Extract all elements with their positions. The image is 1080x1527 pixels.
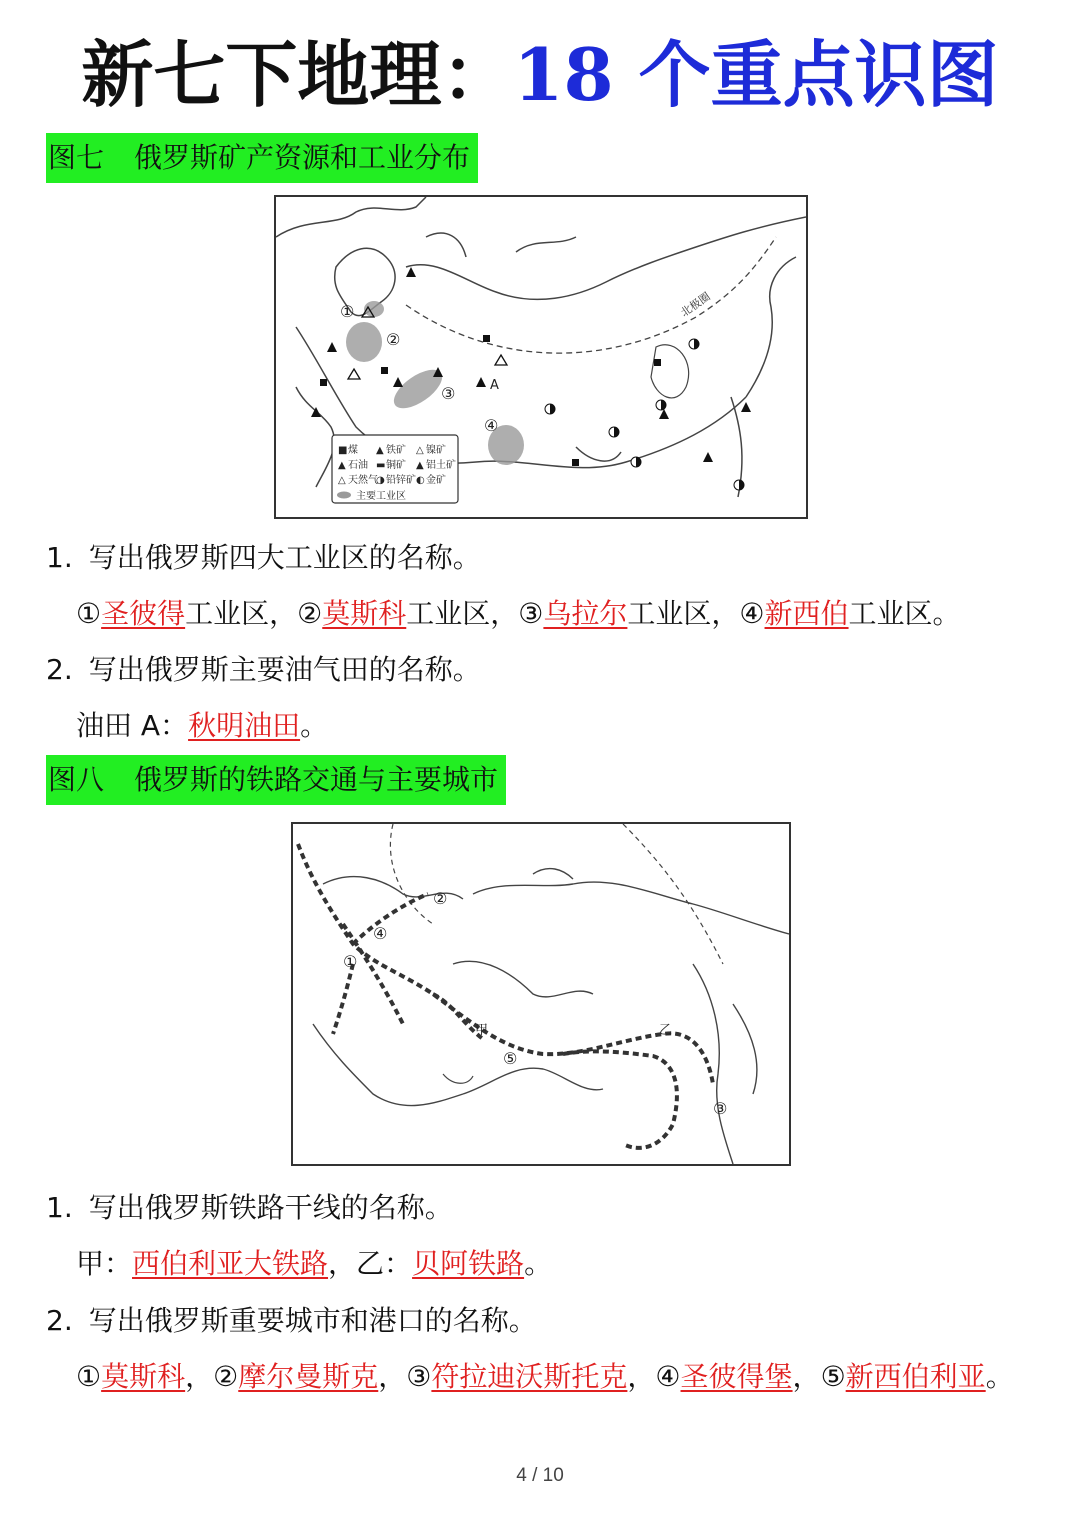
answer-prefix: 乙： bbox=[356, 1247, 413, 1280]
fig7-q1-text: 写出俄罗斯四大工业区的名称。 bbox=[88, 541, 481, 574]
answer-text: 摩尔曼斯克 bbox=[238, 1360, 379, 1393]
legend-iron: 铁矿 bbox=[386, 445, 406, 456]
fig8-heading bbox=[46, 755, 506, 805]
fig8-marker-5: ⑤ bbox=[503, 1049, 518, 1068]
answer-suffix: 。 bbox=[300, 709, 329, 742]
fig8-q2-text: 写出俄罗斯重要城市和港口的名称。 bbox=[88, 1304, 537, 1337]
answer-text: 秋明油田 bbox=[188, 709, 301, 742]
answer-suffix: 。 bbox=[524, 1247, 553, 1280]
legend-coal: 煤 bbox=[348, 445, 358, 456]
answer-suffix: ， bbox=[328, 1247, 357, 1280]
legend-bauxite: 铝土矿 bbox=[426, 460, 456, 471]
title-part-2: 18 个重点识图 bbox=[513, 32, 999, 117]
answer-mark: ① bbox=[76, 597, 102, 630]
answer-mark: ① bbox=[76, 1360, 102, 1393]
answer-suffix: ， bbox=[185, 1360, 214, 1393]
fig8-q1-text: 写出俄罗斯铁路干线的名称。 bbox=[88, 1191, 453, 1224]
answer-prefix: 甲： bbox=[76, 1247, 133, 1280]
legend-leadzinc: 铅锌矿 bbox=[386, 475, 416, 486]
legend-oil-symbol: ▲ bbox=[338, 460, 346, 471]
fig8-q2-number: 2. bbox=[46, 1304, 73, 1337]
fig7-heading bbox=[46, 133, 478, 183]
fig7-label: 图七 bbox=[48, 141, 105, 174]
answer-text: 莫斯科 bbox=[322, 597, 407, 630]
answer-mark: ③ bbox=[406, 1360, 432, 1393]
fig8-marker-2: ② bbox=[433, 889, 448, 908]
answer-mark: ④ bbox=[739, 597, 765, 630]
answer-suffix: ， bbox=[378, 1360, 407, 1393]
fig7-marker-1: ① bbox=[340, 302, 355, 321]
fig8-answer-1 bbox=[76, 1242, 552, 1286]
answer-mark: ③ bbox=[518, 597, 544, 630]
fig7-answer-1 bbox=[76, 592, 961, 636]
legend-copper-symbol: ▬ bbox=[376, 460, 386, 471]
fig8-q1-number: 1. bbox=[46, 1191, 73, 1224]
answer-suffix: ， bbox=[627, 1360, 656, 1393]
fig7-q2-number: 2. bbox=[46, 653, 73, 686]
legend-nickel-symbol: △ bbox=[416, 445, 424, 456]
legend-gold-symbol: ◐ bbox=[416, 475, 425, 486]
fig7-q1-number: 1. bbox=[46, 541, 73, 574]
answer-suffix: 工业区， bbox=[627, 597, 740, 630]
answer-text: 贝阿铁路 bbox=[412, 1247, 525, 1280]
legend-gold: 金矿 bbox=[426, 475, 446, 486]
answer-suffix: 工业区， bbox=[185, 597, 298, 630]
fig7-q2-text: 写出俄罗斯主要油气田的名称。 bbox=[88, 653, 481, 686]
answer-mark: ⑤ bbox=[820, 1360, 846, 1393]
fig7-marker-3: ③ bbox=[441, 384, 456, 403]
fig8-marker-4: ④ bbox=[373, 924, 388, 943]
fig8-question-2 bbox=[46, 1301, 537, 1341]
answer-text: 圣彼得堡 bbox=[680, 1360, 793, 1393]
page-indicator: 4 / 10 bbox=[516, 1465, 564, 1486]
fig7-marker-2: ② bbox=[386, 330, 401, 349]
fig8-marker-3: ③ bbox=[713, 1099, 728, 1118]
rail-label-yi: 乙 bbox=[659, 1023, 673, 1038]
legend-gas-symbol: △ bbox=[338, 475, 346, 486]
answer-text: 莫斯科 bbox=[101, 1360, 186, 1393]
legend-bauxite-symbol: ▲ bbox=[416, 460, 424, 471]
title-part-1: 新七下地理： bbox=[81, 32, 514, 117]
fig8-map bbox=[291, 822, 791, 1166]
oilfield-label-a: A bbox=[490, 378, 499, 393]
fig8-marker-1: ① bbox=[343, 952, 358, 971]
fig8-label: 图八 bbox=[48, 763, 105, 796]
fig7-question-1 bbox=[46, 538, 481, 578]
answer-suffix: ， bbox=[792, 1360, 821, 1393]
answer-text: 新西伯利亚 bbox=[845, 1360, 986, 1393]
answer-suffix: 。 bbox=[985, 1360, 1014, 1393]
legend-copper: 铜矿 bbox=[386, 460, 406, 471]
fig8-caption: 俄罗斯的铁路交通与主要城市 bbox=[134, 763, 499, 796]
fig7-caption: 俄罗斯矿产资源和工业分布 bbox=[134, 141, 471, 174]
fig7-marker-4: ④ bbox=[484, 416, 499, 435]
answer-text: 圣彼得 bbox=[101, 597, 186, 630]
fig7-question-2 bbox=[46, 650, 481, 690]
legend-gas: 天然气 bbox=[348, 475, 378, 486]
legend-oil: 石油 bbox=[348, 460, 368, 471]
rail-label-jia: 甲 bbox=[475, 1023, 489, 1038]
fig7-map bbox=[274, 195, 808, 519]
arctic-circle-label: 北极圈 bbox=[678, 289, 713, 320]
answer-mark: ④ bbox=[655, 1360, 681, 1393]
answer-text: 符拉迪沃斯托克 bbox=[431, 1360, 628, 1393]
fig8-answer-2 bbox=[76, 1355, 1014, 1399]
answer-text: 西伯利亚大铁路 bbox=[132, 1247, 329, 1280]
answer-suffix: 工业区， bbox=[406, 597, 519, 630]
answer-mark: ② bbox=[213, 1360, 239, 1393]
answer-prefix: 油田 A： bbox=[76, 709, 189, 742]
fig7-answer-2 bbox=[76, 704, 328, 748]
legend-nickel: 镍矿 bbox=[426, 445, 446, 456]
fig8-question-1 bbox=[46, 1188, 453, 1228]
legend-leadzinc-symbol: ◑ bbox=[376, 475, 385, 486]
page-title bbox=[0, 30, 1080, 120]
legend-industry: 主要工业区 bbox=[356, 491, 406, 502]
answer-text: 乌拉尔 bbox=[543, 597, 628, 630]
answer-text: 新西伯 bbox=[764, 597, 849, 630]
answer-mark: ② bbox=[297, 597, 323, 630]
legend-coal-symbol: ■ bbox=[338, 445, 348, 456]
answer-suffix: 工业区。 bbox=[848, 597, 961, 630]
legend-iron-symbol: ▲ bbox=[376, 445, 384, 456]
